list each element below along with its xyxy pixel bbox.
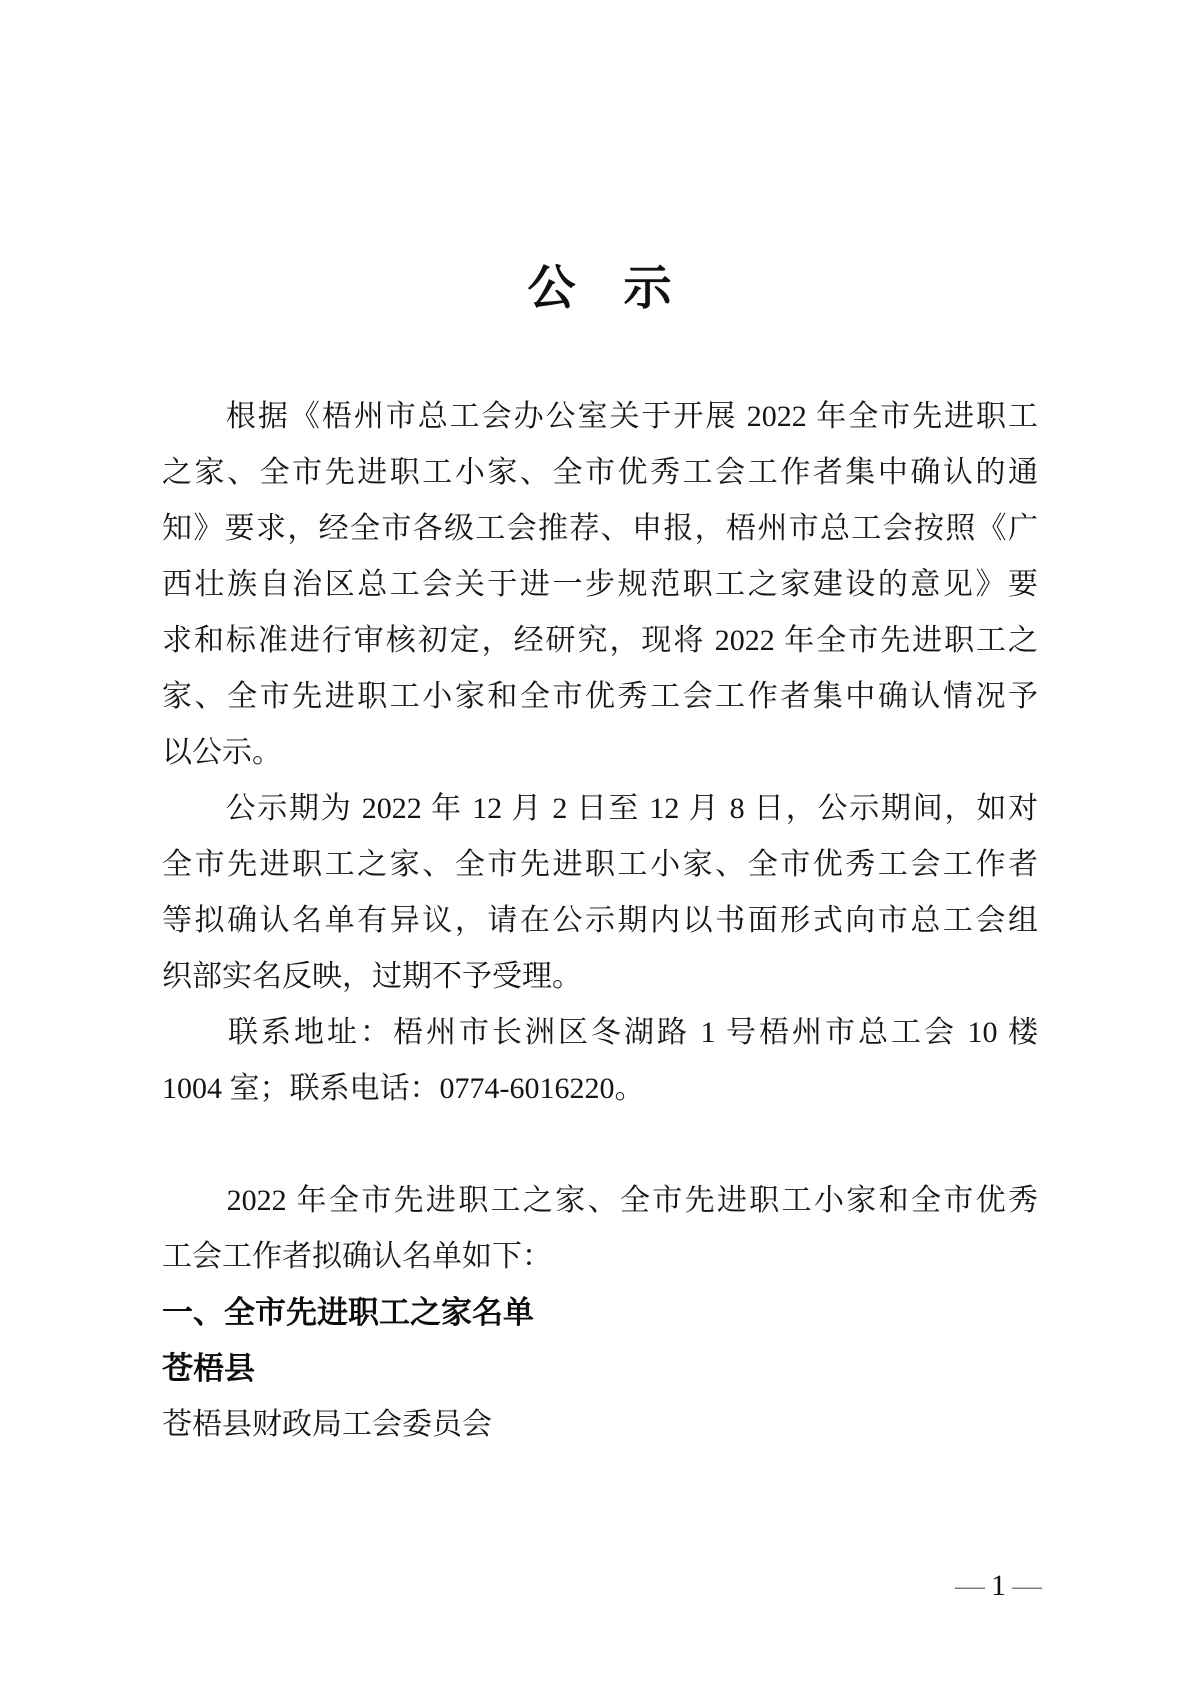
union-list <box>162 1397 1038 1453</box>
paragraph-intro <box>162 389 1038 781</box>
page-number: 1 <box>991 1569 1006 1602</box>
text-line: 公示期为 2022 年 12 月 2 日至 12 月 8 日，公示期间，如对 <box>162 792 1038 825</box>
text-line: 以公示。 <box>162 736 282 769</box>
county-heading: 苍梧县 <box>162 1351 255 1386</box>
text-line: 2022 年全市先进职工之家、全市先进职工小家和全市优秀 <box>162 1184 1038 1217</box>
text-line: 等拟确认名单有异议，请在公示期内以书面形式向市总工会组 <box>162 904 1038 937</box>
text-line: 之家、全市先进职工小家、全市优秀工会工作者集中确认的通 <box>162 456 1038 489</box>
text-line: 苍梧县财政局工会委员会 <box>162 1408 492 1441</box>
text-line: 1004 室；联系电话：0774-6016220。 <box>162 1072 645 1105</box>
document-body <box>162 389 1038 1453</box>
text-line: 家、全市先进职工小家和全市优秀工会工作者集中确认情况予 <box>162 680 1038 713</box>
paragraph-list-intro <box>162 1173 1038 1285</box>
text-line: 根据《梧州市总工会办公室关于开展 2022 年全市先进职工 <box>162 400 1038 433</box>
page-title: 公 示 <box>527 262 672 315</box>
text-line: 知》要求，经全市各级工会推荐、申报，梧州市总工会按照《广 <box>162 512 1038 545</box>
blank-line <box>162 1117 1038 1173</box>
paragraph-publicity-period <box>162 781 1038 1005</box>
footer-dash-left: — <box>955 1569 985 1602</box>
text-line: 求和标准进行审核初定，经研究，现将 2022 年全市先进职工之 <box>162 624 1038 657</box>
footer-dash-right: — <box>1012 1569 1042 1602</box>
text-line: 工会工作者拟确认名单如下： <box>162 1240 552 1273</box>
page-footer <box>955 1568 1042 1604</box>
paragraph-contact <box>162 1005 1038 1117</box>
text-line: 织部实名反映，过期不予受理。 <box>162 960 582 993</box>
text-line: 西壮族自治区总工会关于进一步规范职工之家建设的意见》要 <box>162 568 1038 601</box>
section-heading: 一、全市先进职工之家名单 <box>162 1295 534 1330</box>
text-line: 全市先进职工之家、全市先进职工小家、全市优秀工会工作者 <box>162 848 1038 881</box>
text-line: 联系地址：梧州市长洲区冬湖路 1 号梧州市总工会 10 楼 <box>162 1016 1038 1049</box>
